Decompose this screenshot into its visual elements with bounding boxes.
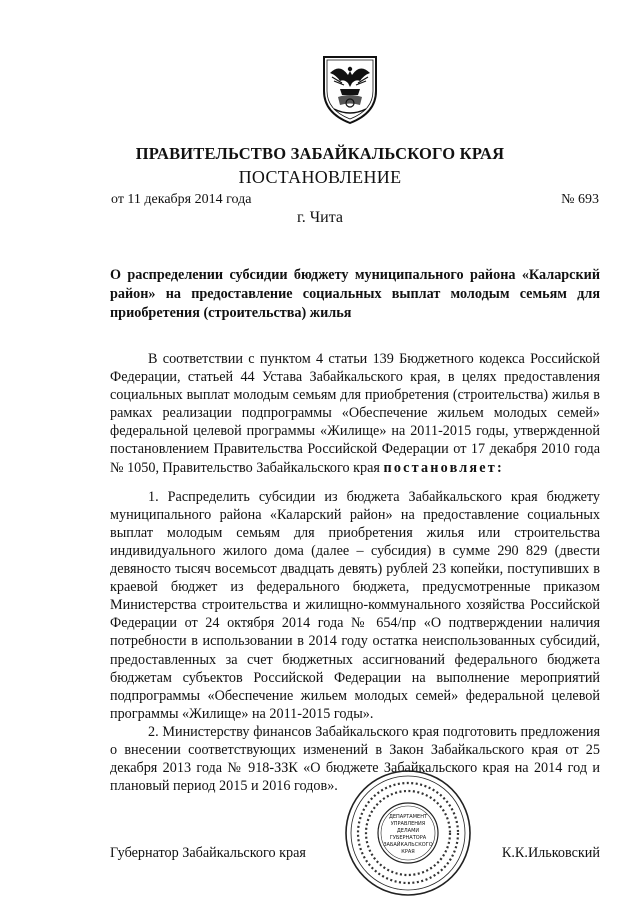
document-subject: О распределении субсидии бюджету муниципального района «Каларский район» на предоставление социальных выплат молодым семьям для приобретения (строительства) жилья [110,267,600,321]
signature-name: К.К.Ильковский [501,845,600,861]
document-city: г. Чита [296,209,343,226]
stamp-line-3: ДЕЛАМИ [396,828,420,834]
stamp-line-2: УПРАВЛЕНИЯ [390,821,426,827]
preamble-text: В соответствии с пунктом 4 статьи 139 Бюджетного кодекса Российской Федерации, статьей 44 Устава Забайкальского края, в целях предоставления социальных выплат молодым семьям для приобретения (строительства) жилья в рамках реализации подпрограммы «Обеспечение жильем молодых семей» федеральной целевой программы «Жилище» на 2011-2015 годы, утвержденной постановлением Правительства Российской Федерации от 17 декабря 2010 года № 1050, Правительство Забайкальского края [110,351,600,476]
stamp-line-1: ДЕПАРТАМЕНТ [388,814,428,820]
stamp-line-6: КРАЯ [401,849,415,855]
document-number: № 693 [561,192,599,207]
signature-position: Губернатор Забайкальского края [110,845,306,861]
official-stamp [343,768,473,898]
coat-of-arms-emblem [318,53,382,125]
document-type: ПОСТАНОВЛЕНИЕ [238,167,402,187]
government-title: ПРАВИТЕЛЬСТВО ЗАБАЙКАЛЬСКОГО КРАЯ [135,144,505,163]
stamp-line-4: ГУБЕРНАТОРА [389,835,427,841]
stamp-line-5: ЗАБАЙКАЛЬСКОГО [383,842,433,848]
item-paragraph-2: 2. Министерству финансов Забайкальского края подготовить предложения о внесении соответствующих изменений в Закон Забайкальского края от 25 декабря 2013 года № 918-ЗЗК «О бюджете Забайкальского края на 2014 год и плановый период 2015 и 2016 годов». [110,723,600,795]
document-date: от 11 декабря 2014 года [111,192,252,207]
item-paragraph-1: 1. Распределить субсидии из бюджета Забайкальского края бюджету муниципального района «Каларский район» на предоставление социальных выплат молодым семьям для приобретения жилья или строительства индивидуального жилого дома (далее – субсидия) в сумме 290 829 (двести девяносто тысяч восемьсот двадцать девять) рублей 23 копейки, поступивших в краевой бюджет из федерального бюджета, предусмотренные приказом Министерства строительства и жилищно-коммунального хозяйства Российской Федерации от 24 октября 2014 года № 654/пр «О подтверждении наличия потребности в использовании в 2014 году остатка неиспользованных субсидий, предоставленных за счет бюджетных ассигнований федерального бюджета бюджетам субъектов Российской Федерации на выполнение мероприятий подпрограммы «Обеспечение жильем молодых семей» федеральной целевой программы «Жилище» на 2011-2015 годы». [110,488,600,722]
preamble-paragraph [110,350,600,477]
document-body [110,350,600,795]
resolves-keyword: постановляет: [383,459,504,476]
